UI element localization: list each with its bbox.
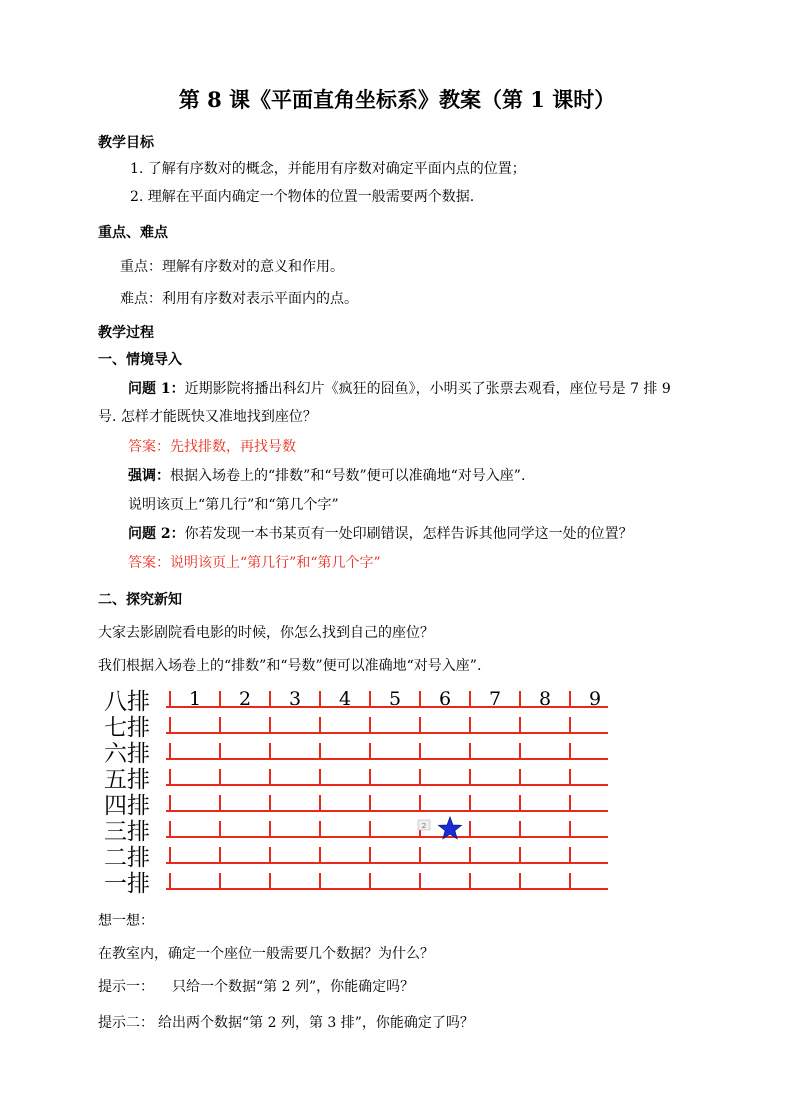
paragraph-2: 我们根据入场卷上的“排数”和“号数”便可以准确地“对号入座”. [98,658,482,674]
question-1-label: 问题 1： [128,381,185,397]
column-number: 3 [288,688,302,710]
emphasis [128,467,525,485]
row-label: 二排 [104,845,150,871]
page-title: 第 8 课《平面直角坐标系》教案（第 1 课时） [178,87,616,112]
column-number: 7 [488,688,502,710]
emphasis-text: 根据入场卷上的“排数”和“号数”便可以准确地“对号入座”. [170,468,526,484]
row-label: 八排 [104,689,150,715]
marker-label: 2 [421,822,427,830]
column-number: 4 [338,688,352,710]
section-1-heading: 一、情境导入 [98,352,182,368]
hint-2-text: 给出两个数据“第 2 列，第 3 排”，你能确定了吗？ [158,1015,474,1031]
paragraph-1: 大家去影剧院看电影的时候，你怎么找到自己的座位？ [98,625,434,641]
row-label: 七排 [104,715,150,741]
goals-heading: 教学目标 [98,135,154,151]
goal-item-1: 1. 了解有序数对的概念，并能用有序数对确定平面内点的位置； [130,161,526,177]
row-label: 四排 [104,793,150,819]
question-2-label: 问题 2： [128,526,185,542]
question-2-text: 你若发现一本书某页有一处印刷错误，怎样告诉其他同学这一处的位置？ [184,526,633,542]
hint-2-label: 提示二： [98,1015,154,1031]
question-1-continued: 号. 怎样才能既快又准地找到座位？ [98,409,317,425]
goal-item-2: 2. 理解在平面内确定一个物体的位置一般需要两个数据. [130,189,475,205]
think-question: 在教室内，确定一个座位一般需要几个数据？为什么？ [98,946,434,962]
question-2 [128,525,633,543]
key-difficulty: 难点：利用有序数对表示平面内的点。 [120,291,358,307]
row-label: 六排 [104,741,150,767]
process-heading: 教学过程 [98,325,154,341]
think-heading: 想一想： [98,913,154,929]
star-icon [439,817,462,839]
seating-chart [100,683,620,899]
column-number: 8 [538,688,552,710]
column-number: 1 [188,688,202,710]
hint-1-label: 提示一： [98,979,154,995]
explain-line: 说明该页上“第几行”和“第几个字” [128,497,339,513]
question-1-text: 近期影院将播出科幻片《疯狂的囧鱼》，小明买了张票去观看，座位号是 7 排 9 [184,381,671,397]
key-focus: 重点：理解有序数对的意义和作用。 [120,259,344,275]
key-heading: 重点、难点 [98,225,168,241]
emphasis-label: 强调： [128,468,170,484]
column-number: 9 [588,688,602,710]
hint-1-text: 只给一个数据“第 2 列”，你能确定吗？ [172,979,415,995]
column-number: 6 [438,688,452,710]
section-2-heading: 二、探究新知 [98,592,182,608]
answer-2: 答案：说明该页上“第几行”和“第几个字” [128,555,381,571]
row-label: 三排 [104,819,150,845]
column-number: 2 [238,688,252,710]
question-1 [128,380,671,398]
column-number: 5 [388,688,402,710]
row-label: 五排 [104,767,150,793]
answer-1: 答案：先找排数，再找号数 [128,439,296,455]
row-label: 一排 [104,871,150,897]
